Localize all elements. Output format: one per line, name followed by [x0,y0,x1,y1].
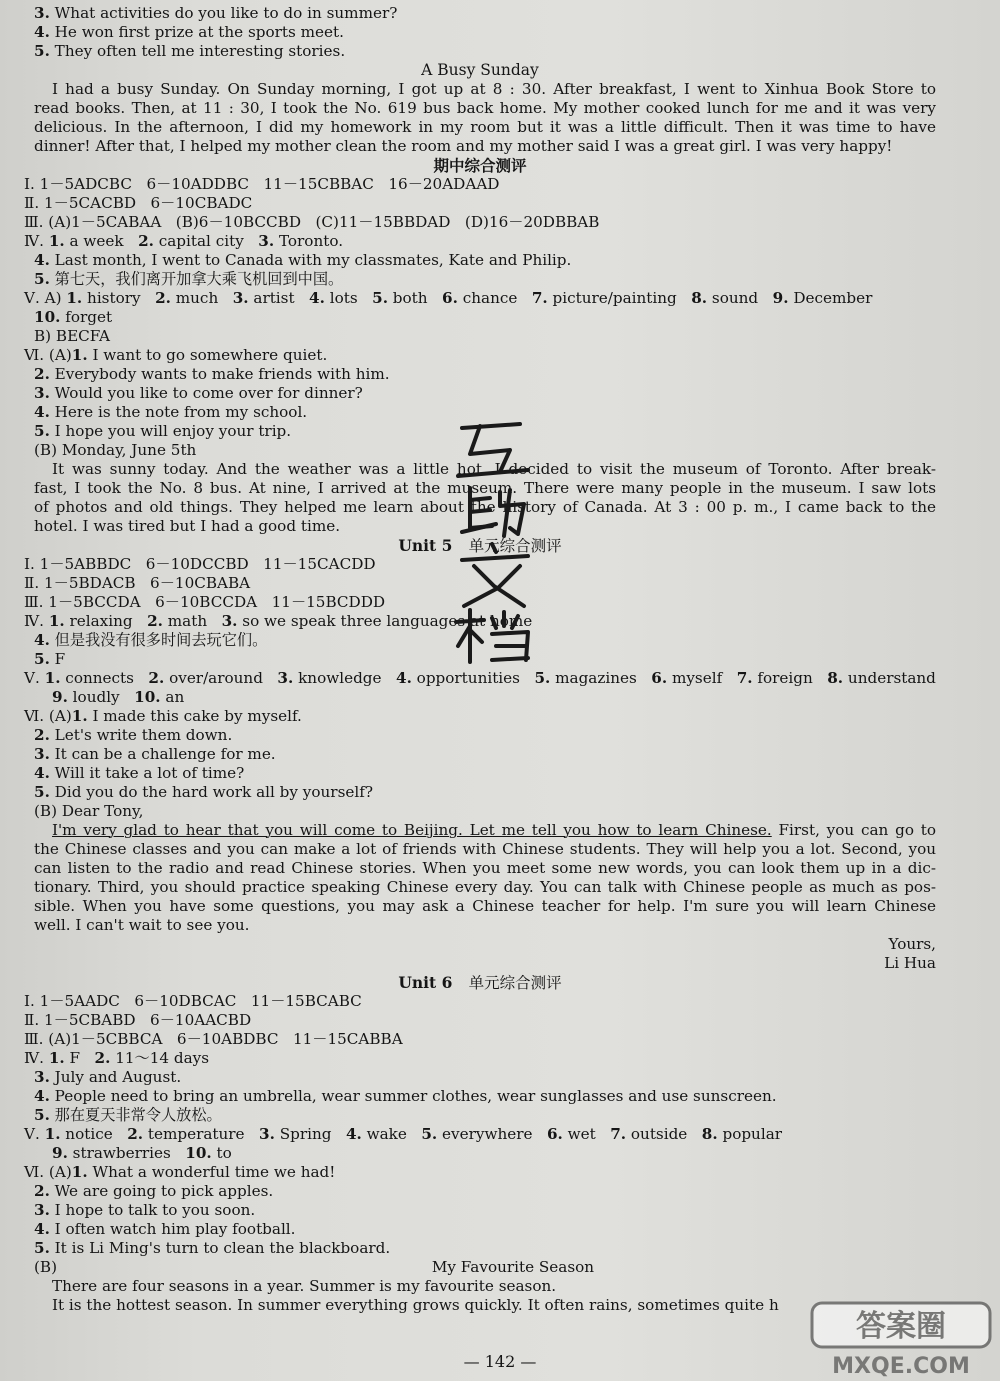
text-line: 5. F [34,650,66,668]
text-line: Unit 6 单元综合测评 [398,973,562,992]
text-line: Ⅲ. (A)1－5CBBCA 6－10ABDBC 11－15CABBA [24,1030,403,1048]
handwritten-stamp [440,410,550,670]
text-line: It was sunny today. And the weather was a little hot. I decided to visit the museum of Toronto. After break- [52,460,936,478]
text-line: Li Hua [884,954,936,972]
page-number: — 142 — [463,1352,537,1371]
text-line: 5. I hope you will enjoy your trip. [34,422,292,440]
text-line: of photos and old things. They helped me learn about the history of Canada. At 3 : 00 p. m., I came back to the [34,498,936,516]
text-line: can listen to the radio and read Chinese stories. When you meet some new words, you can look them up in a dic- [34,859,936,877]
text-line: Ⅴ. 1. notice 2. temperature 3. Spring 4. wake 5. everywhere 6. wet 7. outside 8. popular [24,1125,783,1143]
text-line: (B) Dear Tony, [34,802,144,820]
text-line: Unit 5 单元综合测评 [398,536,562,555]
text-line: Ⅰ. 1－5AADC 6－10DBCAC 11－15BCABC [24,992,362,1010]
svg-text:MXQE.COM: MXQE.COM [832,1354,970,1379]
text-line: 5. 那在夏天非常令人放松。 [34,1106,222,1124]
text-line: I'm very glad to hear that you will come to Beijing. Let me tell you how to learn Chinese. First, you can go to [52,821,936,839]
text-line: 2. We are going to pick apples. [34,1182,274,1200]
text-line: (B) Monday, June 5th [34,441,197,459]
text-line: 3. It can be a challenge for me. [34,745,276,763]
text-line: 4. He won first prize at the sports meet. [34,23,344,41]
text-line: Ⅲ. 1－5BCCDA 6－10BCCDA 11－15BCDDD [24,593,386,611]
text-line: Ⅵ. (A)1. I want to go somewhere quiet. [24,346,328,364]
text-line: fast, I took the No. 8 bus. At nine, I arrived at the museum. There were many people in the museum. I saw lots [34,479,936,497]
text-line: Ⅳ. 1. relaxing 2. math 3. so we speak three languages at home [24,612,533,630]
text-line: the Chinese classes and you can make a lot of friends with Chinese students. They will help you a lot. Second, you [34,840,936,858]
text-line: A Busy Sunday [421,61,539,79]
text-line: (B) My Favourite Season [34,1258,595,1276]
text-line: 4. People need to bring an umbrella, wear summer clothes, wear sunglasses and use sunscreen. [34,1087,777,1105]
text-line: Yours, [888,935,936,953]
text-line: dinner! After that, I helped my mother clean the room and my mother said I was a great girl. I was very happy! [34,137,893,155]
text-line: There are four seasons in a year. Summer is my favourite season. [52,1277,557,1295]
text-line: B) BECFA [34,327,110,345]
text-line: It is the hottest season. In summer everything grows quickly. It often rains, sometimes quite h [52,1296,779,1314]
text-line: Ⅰ. 1－5ADCBC 6－10ADDBC 11－15CBBAC 16－20ADAAD [24,175,500,193]
text-line: Ⅱ. 1－5CBABD 6－10AACBD [24,1011,252,1029]
text-line: hotel. I was tired but I had a good time. [34,517,341,535]
text-line: Ⅲ. (A)1－5CABAA (B)6－10BCCBD (C)11－15BBDAD (D)16－20DBBAB [24,213,600,231]
text-line: 5. It is Li Ming's turn to clean the blackboard. [34,1239,391,1257]
text-line: delicious. In the afternoon, I did my homework in my room but it was a little difficult. Then it was time to have [34,118,936,136]
text-line: 4. I often watch him play football. [34,1220,296,1238]
text-line: 9. strawberries 10. to [52,1144,232,1162]
text-line: Ⅳ. 1. F 2. 11～14 days [24,1049,210,1067]
text-line: Ⅴ. A) 1. history 2. much 3. artist 4. lots 5. both 6. chance 7. picture/painting 8. sound 9. December [24,289,873,307]
text-line: tionary. Third, you should practice speaking Chinese every day. You can talk with Chinese people as much as pos- [34,878,936,896]
text-line: 3. July and August. [34,1068,182,1086]
text-line: 4. Here is the note from my school. [34,403,308,421]
text-line: Ⅱ. 1－5BDACB 6－10CBABA [24,574,251,592]
text-line: 3. What activities do you like to do in summer? [34,4,398,22]
text-line: 4. Last month, I went to Canada with my classmates, Kate and Philip. [34,251,572,269]
text-line: Ⅴ. 1. connects 2. over/around 3. knowledge 4. opportunities 5. magazines 6. myself 7. foreign 8. understand [24,669,936,687]
text-line: 4. 但是我没有很多时间去玩它们。 [34,631,268,649]
text-line: 10. forget [34,308,113,326]
text-line: 5. Did you do the hard work all by yourself? [34,783,373,801]
text-line: 5. They often tell me interesting stories. [34,42,346,60]
text-line: 2. Let's write them down. [34,726,233,744]
text-line: 9. loudly 10. an [52,688,185,706]
text-line: well. I can't wait to see you. [34,916,250,934]
text-line: read books. Then, at 11 : 30, I took the No. 619 bus back home. My mother cooked lunch for me and it was very [34,99,936,117]
text-line: Ⅵ. (A)1. What a wonderful time we had! [24,1163,336,1181]
text-line: sible. When you have some questions, you may ask a Chinese teacher for help. I'm sure you will learn Chinese [34,897,936,915]
text-line: 4. Will it take a lot of time? [34,764,245,782]
text-line: 期中综合测评 [433,156,527,175]
text-line: 3. I hope to talk to you soon. [34,1201,256,1219]
text-line: Ⅰ. 1－5ABBDC 6－10DCCBD 11－15CACDD [24,555,376,573]
text-line: 2. Everybody wants to make friends with him. [34,365,390,383]
text-line: I had a busy Sunday. On Sunday morning, I got up at 8 : 30. After breakfast, I went to Xinhua Book Store to [52,80,936,98]
text-line: 3. Would you like to come over for dinner? [34,384,363,402]
svg-text:答案圈: 答案圈 [856,1309,946,1344]
text-line: Ⅵ. (A)1. I made this cake by myself. [24,707,302,725]
text-line: Ⅱ. 1－5CACBD 6－10CBADC [24,194,253,212]
text-line: Ⅳ. 1. a week 2. capital city 3. Toronto. [24,232,344,250]
text-line: 5. 第七天，我们离开加拿大乘飞机回到中国。 [34,270,344,288]
